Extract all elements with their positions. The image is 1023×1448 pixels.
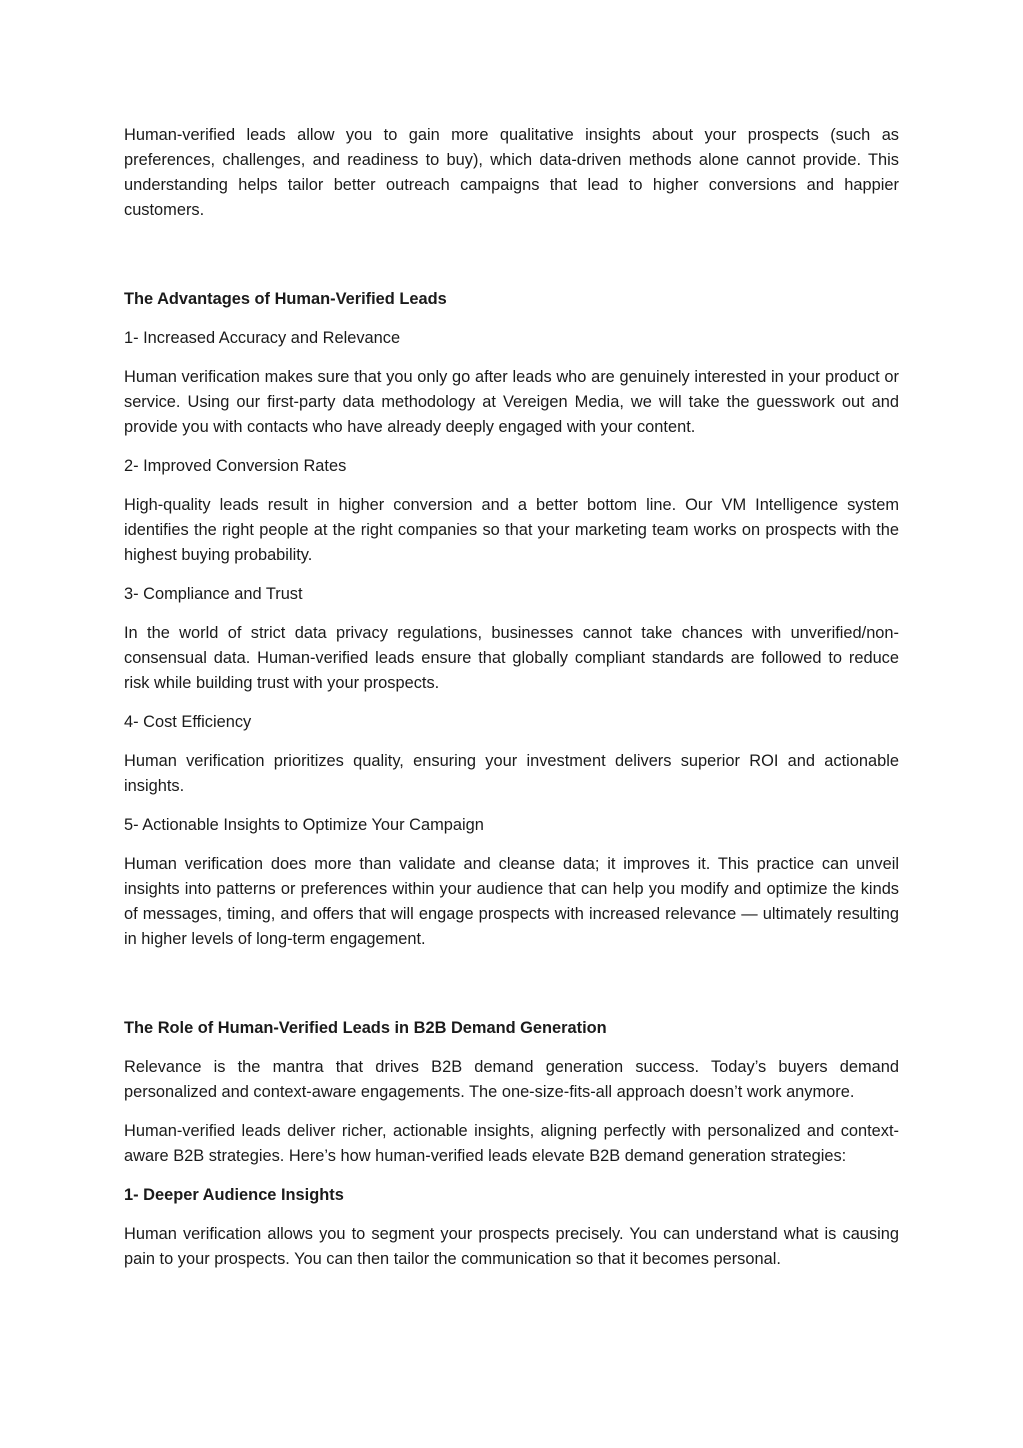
intro-paragraph: Human-verified leads allow you to gain more qualitative insights about your prospects (such as preferences, challenges, and readiness to buy), which data-driven methods alone cannot provide. This understanding helps tailor better outreach campaigns that lead to higher conversions and happier customers. [124, 126, 899, 219]
advantage-body-2: High-quality leads result in higher conversion and a better bottom line. Our VM Intelligence system identifies the right people at the right companies so that your marketing team works on prospects with the highest buying probability. [124, 496, 899, 564]
role-paragraph-1: Relevance is the mantra that drives B2B demand generation success. Today’s buyers demand personalized and context-aware engagements. The one-size-fits-all approach doesn’t work anymore. [124, 1058, 899, 1101]
role-heading: The Role of Human-Verified Leads in B2B Demand Generation [124, 1019, 607, 1037]
advantage-title-3: 3- Compliance and Trust [124, 585, 303, 603]
role-paragraph-2: Human-verified leads deliver richer, actionable insights, aligning perfectly with personalized and context-aware B2B strategies. Here’s how human-verified leads elevate B2B demand generation strategies: [124, 1122, 899, 1165]
advantage-body-1: Human verification makes sure that you only go after leads who are genuinely interested in your product or service. Using our first-party data methodology at Vereigen Media, we will take the guesswork out and provide you with contacts who have already deeply engaged with your content. [124, 368, 899, 436]
deeper-insights-body: Human verification allows you to segment your prospects precisely. You can understand what is causing pain to your prospects. You can then tailor the communication so that it becomes personal. [124, 1225, 899, 1268]
document-page [124, 123, 899, 1286]
advantage-body-4: Human verification prioritizes quality, ensuring your investment delivers superior ROI and actionable insights. [124, 752, 899, 795]
advantage-title-2: 2- Improved Conversion Rates [124, 457, 347, 475]
advantage-body-5: Human verification does more than validate and cleanse data; it improves it. This practice can unveil insights into patterns or preferences within your audience that can help you modify and optimize the kinds of messages, timing, and offers that will engage prospects with increased relevance — ultimately resulting in higher levels of long-term engagement. [124, 855, 899, 948]
advantages-heading: The Advantages of Human-Verified Leads [124, 290, 447, 308]
deeper-insights-heading: 1- Deeper Audience Insights [124, 1186, 344, 1204]
advantage-title-5: 5- Actionable Insights to Optimize Your Campaign [124, 816, 484, 834]
advantage-title-1: 1- Increased Accuracy and Relevance [124, 329, 401, 347]
advantage-body-3: In the world of strict data privacy regulations, businesses cannot take chances with unverified/non-consensual data. Human-verified leads ensure that globally compliant standards are followed to reduce risk while building trust with your prospects. [124, 624, 899, 692]
advantage-title-4: 4- Cost Efficiency [124, 713, 252, 731]
